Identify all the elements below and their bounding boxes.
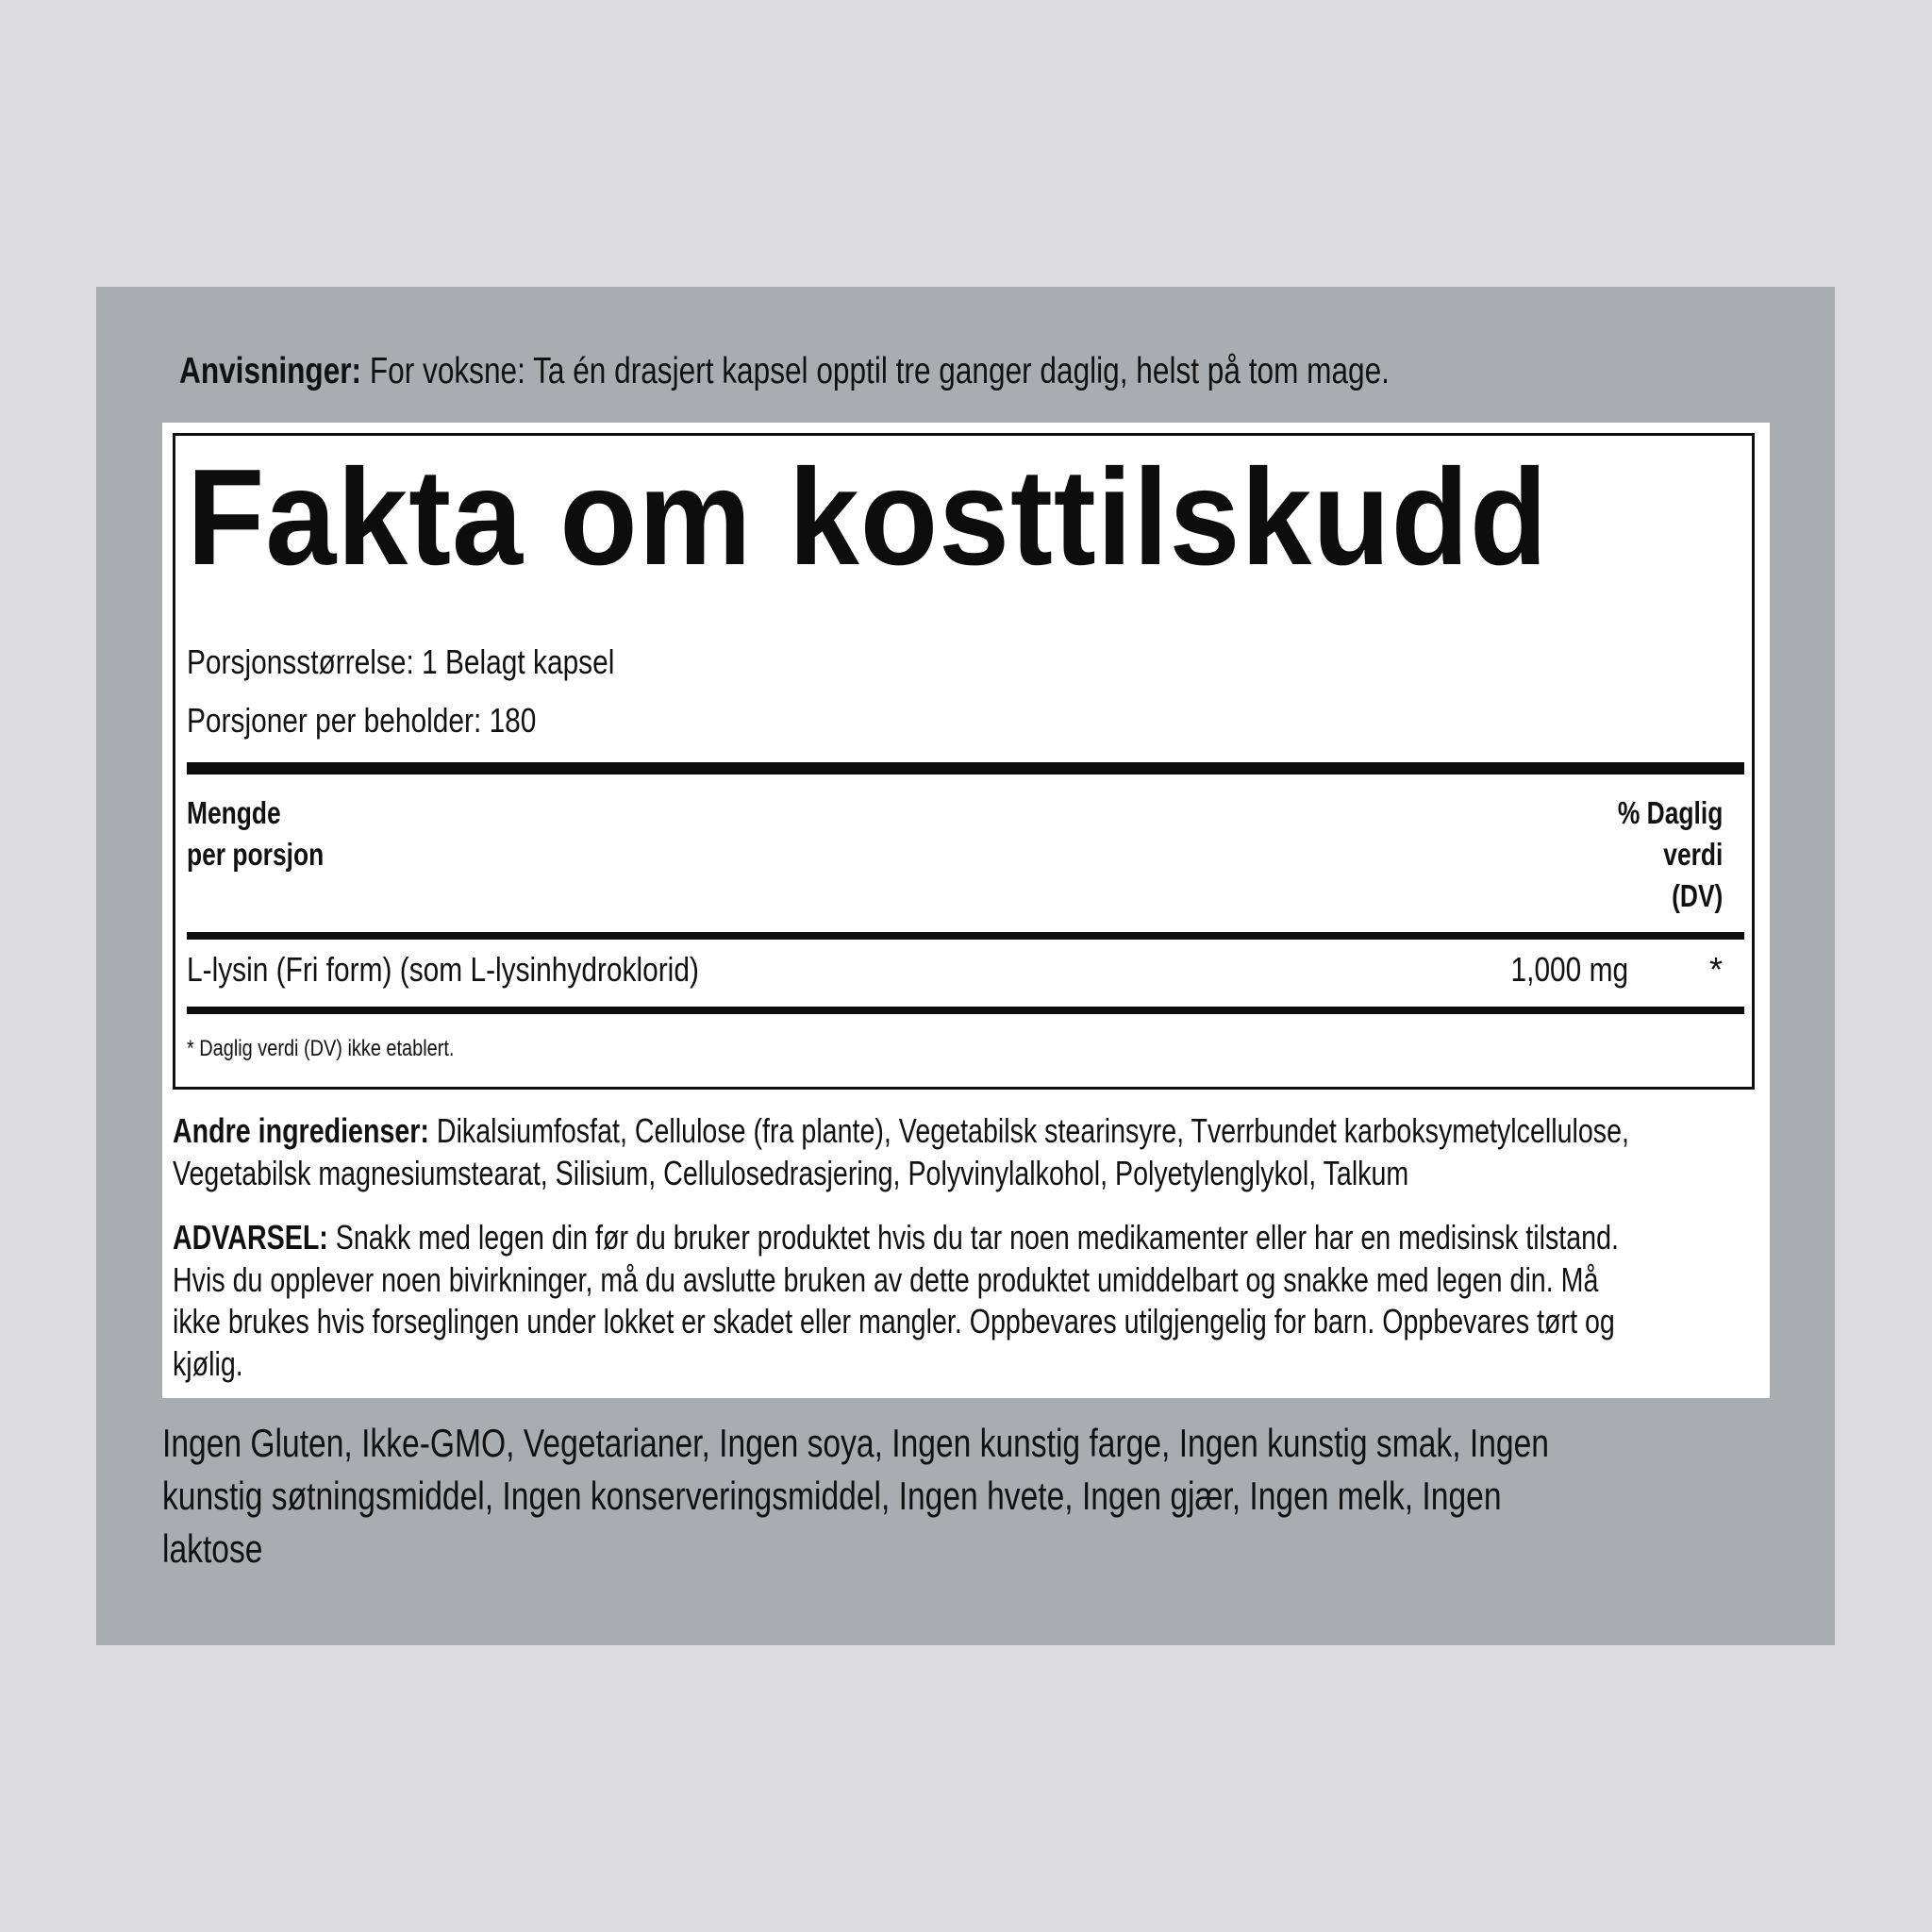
dv-header-line1: % Daglig	[1617, 795, 1723, 830]
nutrient-amount-text: 1,000 mg	[1510, 950, 1628, 989]
nutrient-row-dv	[1709, 949, 1723, 991]
other-ingredients	[173, 1110, 1932, 1194]
serving-size-text: Porsjonsstørrelse: 1 Belagt kapsel	[187, 642, 615, 681]
facts-title	[187, 441, 1651, 592]
amount-header-line1: Mengde	[187, 795, 281, 830]
claims-line2: kunstig søtningsmiddel, Ingen konserveringsmiddel, Ingen hvete, Ingen gjær, Ingen melk, Ingen	[162, 1474, 1502, 1518]
other-ingredients-line1: Dikalsiumfosfat, Cellulose (fra plante), Vegetabilsk stearinsyre, Tverrbundet karboksymetylcellulose,	[428, 1111, 1629, 1150]
dv-header-line3: (DV)	[1671, 878, 1723, 913]
claims-line3: laktose	[162, 1526, 263, 1571]
other-ingredients-label: Andre ingredienser:	[173, 1111, 429, 1150]
warning-line3: ikke brukes hvis forseglingen under lokket er skadet eller mangler. Oppbevares utilgjengelig for barn. Oppbevares tørt og	[173, 1302, 1615, 1341]
directions-text	[179, 349, 1674, 394]
warning-text	[173, 1217, 1932, 1385]
servings-per-container	[187, 700, 608, 741]
claims-line1: Ingen Gluten, Ikke-GMO, Vegetarianer, Ingen soya, Ingen kunstig farge, Ingen kunstig smak, Ingen	[162, 1421, 1549, 1465]
product-claims	[162, 1417, 1895, 1575]
warning-line2: Hvis du opplever noen bivirkninger, må du avslutte bruken av dette produktet umiddelbart og snakke med legen din. Må	[173, 1259, 1599, 1299]
directions-body: For voksne: Ta én drasjert kapsel opptil tre ganger daglig, helst på tom mage.	[361, 351, 1390, 391]
nutrient-dv-text: *	[1708, 950, 1723, 989]
dv-header-line2: verdi	[1662, 837, 1723, 872]
amount-header-line2: per porsjon	[187, 837, 325, 872]
daily-value-header	[1591, 792, 1723, 917]
warning-line1: Snakk med legen din før du bruker produktet hvis du tar noen medikamenter eller har en medisinsk tilstand.	[327, 1218, 1619, 1257]
directions-label: Anvisninger:	[179, 351, 362, 391]
dv-footnote	[187, 1032, 508, 1066]
warning-label: ADVARSEL:	[173, 1218, 328, 1257]
serving-size	[187, 641, 702, 683]
facts-title-text: Fakta om kosttilskudd	[187, 441, 1549, 593]
other-ingredients-line2: Vegetabilsk magnesiumstearat, Silisium, Cellulosedrasjering, Polyvinylalkohol, Polyetylenglykol, Talkum	[173, 1153, 1409, 1192]
nutrient-name-text: L-lysin (Fri form) (som L-lysinhydroklorid)	[187, 950, 699, 989]
nutrient-row-name	[187, 949, 804, 991]
nutrient-row-amount	[1487, 949, 1628, 991]
warning-line4: kjølig.	[173, 1343, 243, 1383]
dv-footnote-text: * Daglig verdi (DV) ikke etablert.	[187, 1036, 455, 1061]
amount-per-serving-header	[187, 792, 358, 875]
bottom-divider	[187, 1007, 1744, 1014]
thick-divider	[187, 762, 1744, 774]
servings-per-container-text: Porsjoner per beholder: 180	[187, 701, 537, 740]
medium-divider	[187, 932, 1744, 940]
